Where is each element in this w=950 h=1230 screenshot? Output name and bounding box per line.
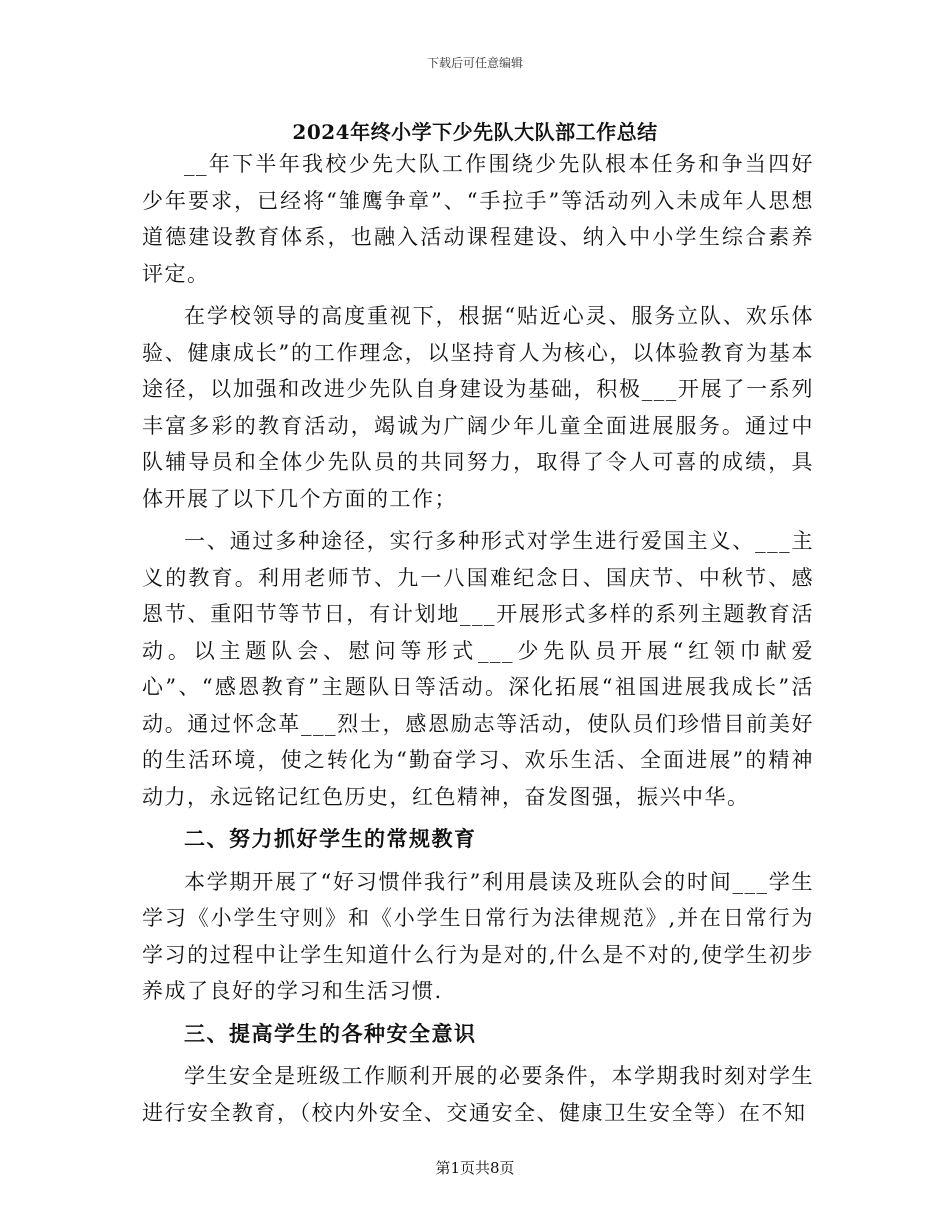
page-number: 第1页共8页 bbox=[435, 1159, 515, 1177]
paragraph-patriotic-education: 一、通过多种途径，实行多种形式对学生进行爱国主义、___主义的教育。利用老师节、九一八国难纪念日、国庆节、中秋节、感恩节、重阳节等节日，有计划地___开展形式多样的系列主题教育活动。以主题队会、慰问等形式___少先队员开展“红领巾献爱心”、“感恩教育”主题队日等活动。深化拓展“祖国进展我成长”活动。通过怀念革___烈士，感恩励志等活动，使队员们珍惜目前美好的生活环境，使之转化为“勤奋学习、欢乐生活、全面进展”的精神动力，永远铭记红色历史，红色精神，奋发图强，振兴中华。 bbox=[142, 529, 814, 809]
page-header-note: 下载后可任意编辑 bbox=[426, 56, 523, 70]
paragraph-routine-education: 本学期开展了“好习惯伴我行”利用晨读及班队会的时间___学生学习《小学生守则》和《小学生日常行为法律规范》,并在日常行为学习的过程中让学生知道什么行为是对的,什么是不对的,使学生初步养成了良好的学习和生活习惯. bbox=[142, 869, 814, 1003]
paragraph-safety-awareness: 学生安全是班级工作顺利开展的必要条件，本学期我时刻对学生进行安全教育，（校内外安全、交通安全、健康卫生安全等）在不知 bbox=[142, 1064, 814, 1125]
paragraph-intro: __年下半年我校少先大队工作围绕少先队根本任务和争当四好少年要求，已经将“雏鹰争章”、“手拉手”等活动列入未成年人思想道德建设教育体系，也融入活动课程建设、纳入中小学生综合素养评定。 bbox=[142, 152, 814, 286]
section-heading-routine-education: 二、努力抓好学生的常规教育 bbox=[184, 826, 477, 851]
section-heading-safety-awareness: 三、提高学生的各种安全意识 bbox=[184, 1020, 477, 1046]
document-title: 2024年终小学下少先队大队部工作总结 bbox=[292, 120, 658, 144]
paragraph-work-concept: 在学校领导的高度重视下，根据“贴近心灵、服务立队、欢乐体验、健康成长”的工作理念，以坚持育人为核心，以体验教育为基本途径，以加强和改进少先队自身建设为基础，积极___开展了一系列丰富多彩的教育活动，竭诚为广阔少年儿童全面进展服务。通过中队辅导员和全体少先队员的共同努力，取得了令人可喜的成绩，具体开展了以下几个方面的工作； bbox=[142, 304, 814, 511]
document-body bbox=[142, 146, 814, 1137]
